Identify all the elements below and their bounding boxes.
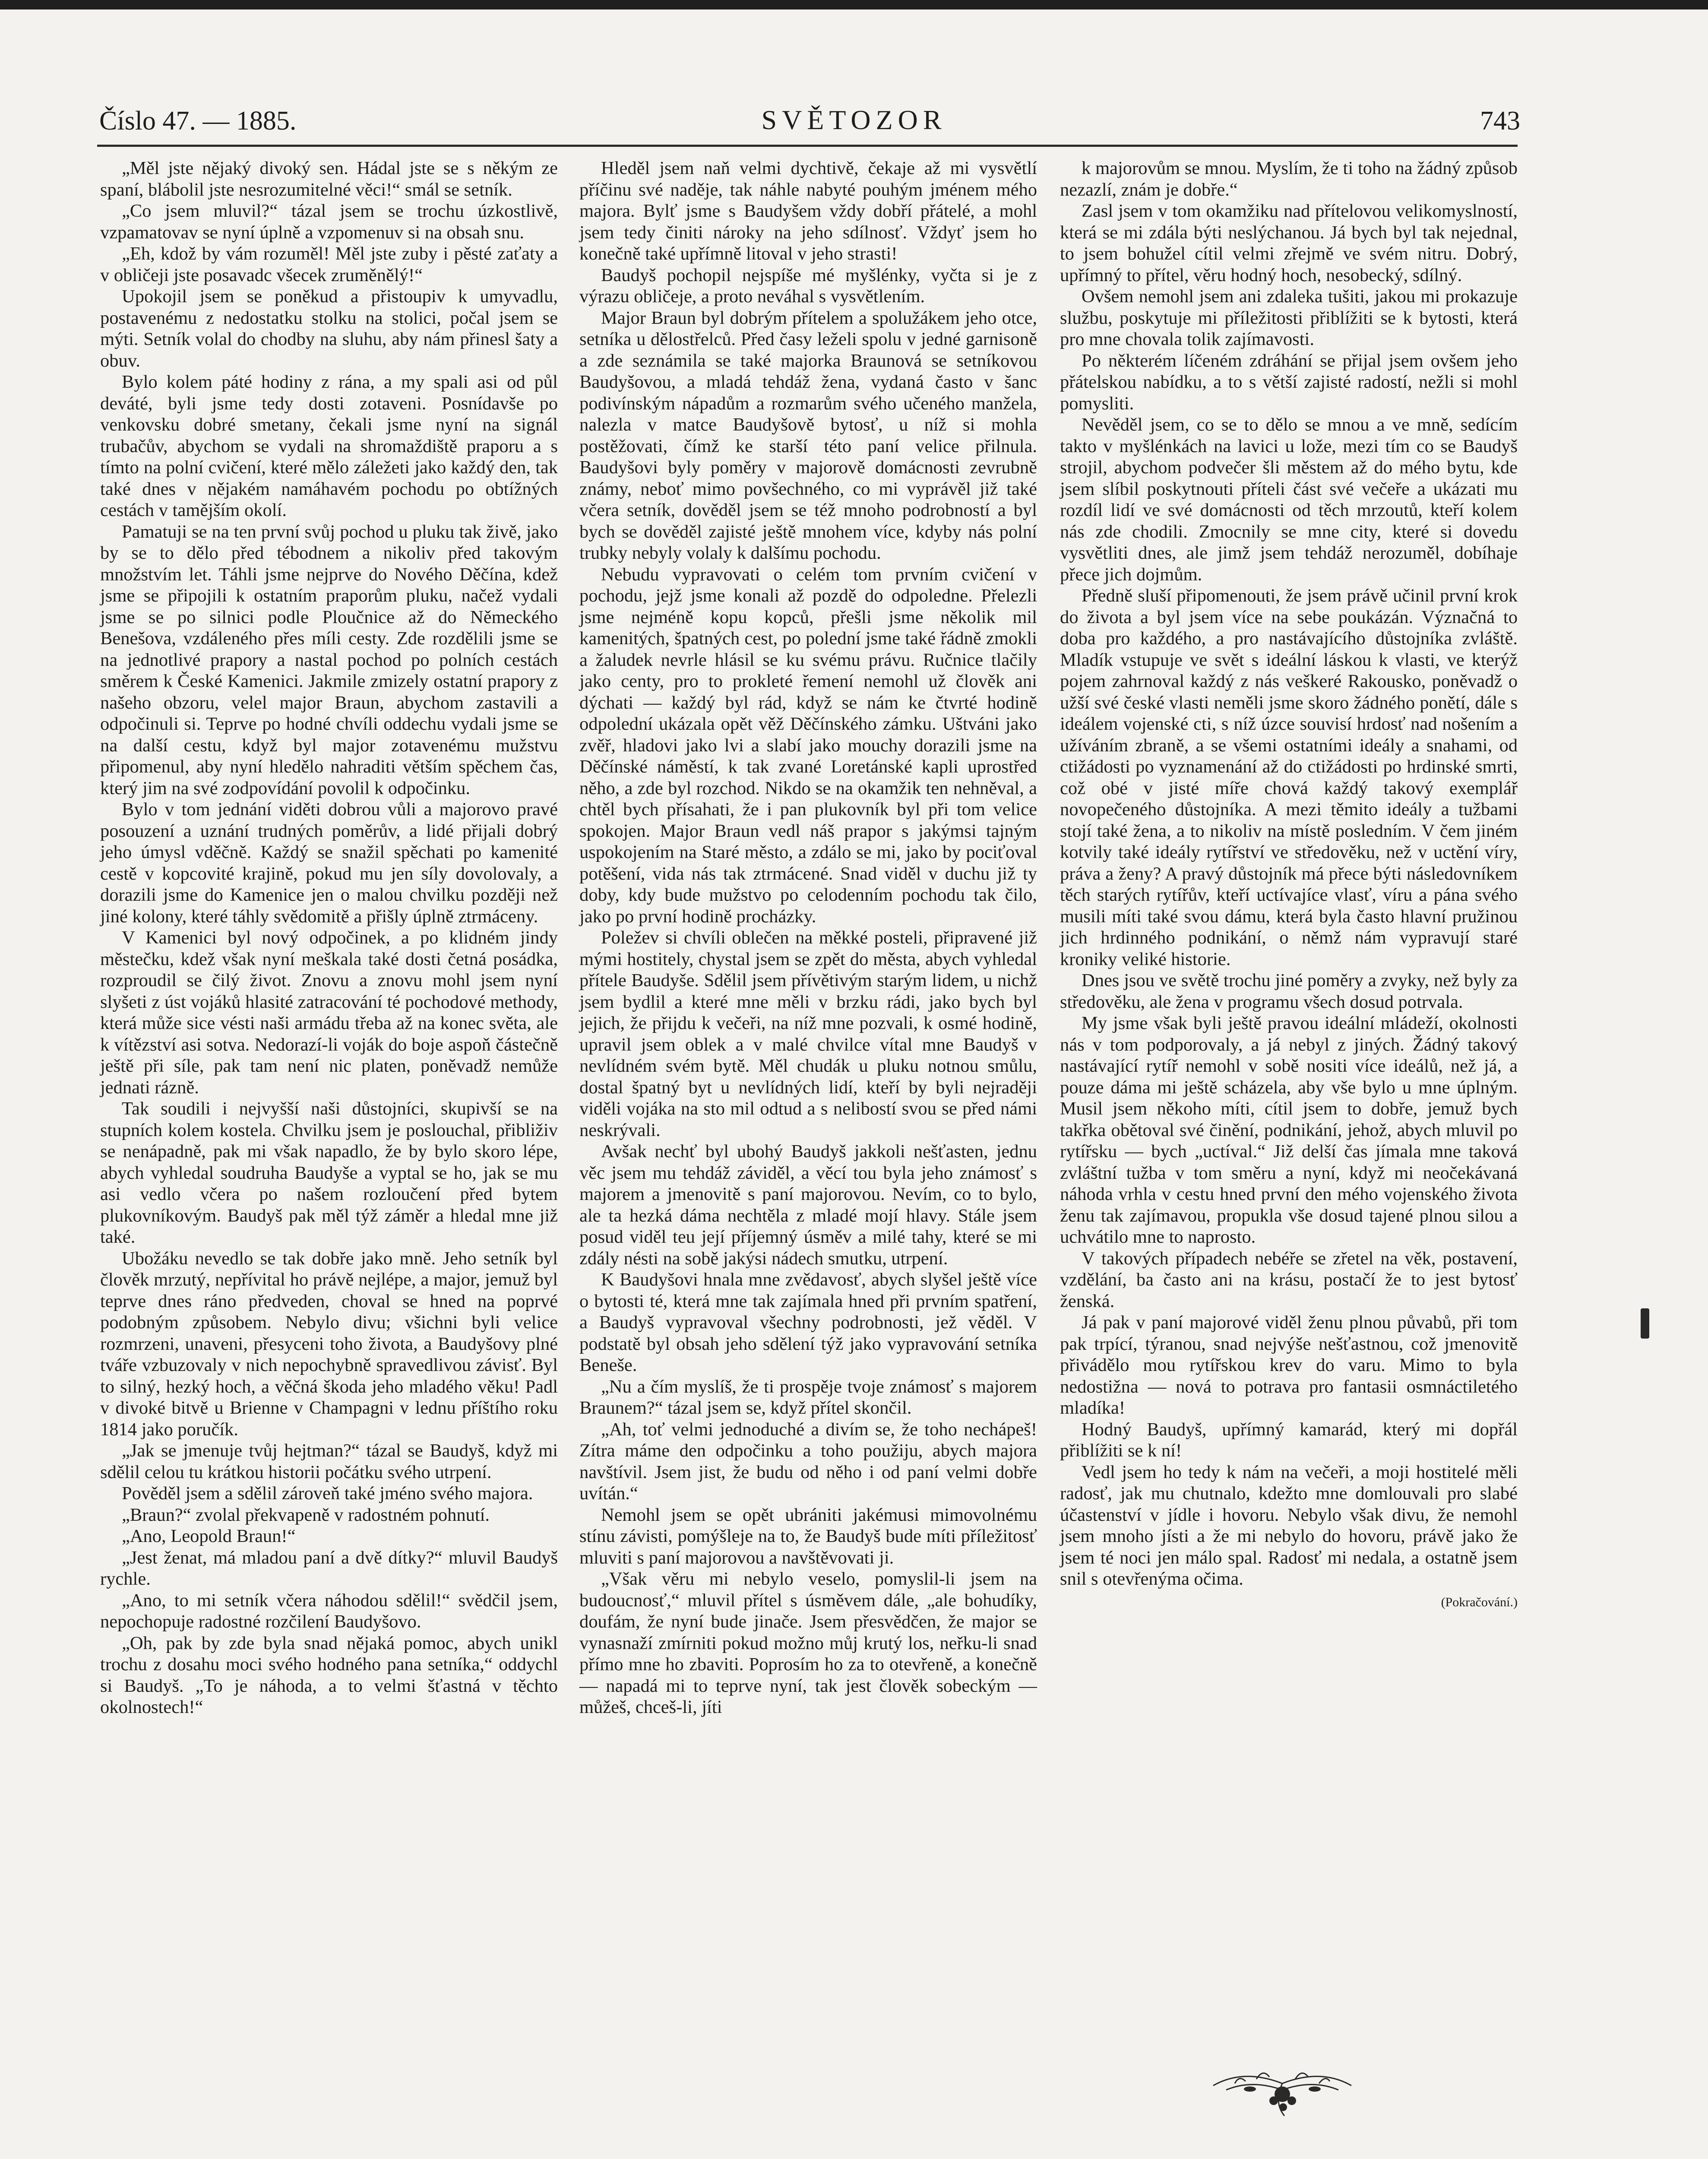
page-number: 743 — [1480, 106, 1520, 136]
paragraph: Avšak nechť byl ubohý Baudyš jakkoli nešťasten, jednu věc jsem mu tehdáž záviděl, a věcí tou byla jeho známosť s majorem a jmenovitě s paní majorovou. Nevím, co to bylo, ale ta hezká dáma nechtěla z mladé mojí hlavy. Stále jsem posud viděl teu její příjemný úsměv a milé tahy, které se mi zdály nésti na sobě jakýsi nádech smutku, utrpení. — [579, 1141, 1037, 1269]
paragraph: Baudyš pochopil nejspíše mé myšlénky, vyčta si je z výrazu obličeje, a proto neváhal s vysvětlením. — [579, 265, 1037, 307]
paragraph: Nebudu vypravovati o celém tom prvním cvičení v pochodu, jejž jsme konali až pozdě do odpoledne. Přelezli jsme nejméně kopu kopců, přešli jsme několik mil kamenitých, špatných cest, po polední jsme také řádně zmokli a žaludek nevrle hlásil se ku svému právu. Ručnice tlačily jako centy, pro to prokleté řemení nemohl už člověk ani dýchati — každý byl rád, když se nám ke čtvrté hodině odpolední ukázala opět věž Děčínského zámku. Uštváni jako zvěř, hladovi jako lvi a slabí jako mouchy dorazili jsme na Děčínské náměstí, k tak zvané Loretánské kapli uprostřed něho, a zde byl rozchod. Nikdo se na okamžik ten nehněval, a chtěl bych přísahati, že i pan plukovník byl při tom velice spokojen. Major Braun vedl náš prapor s jakýmsi tajným uspokojením na Staré město, a zdálo se mi, jako by pociťoval potěšení, vida nás tak ztrmácené. Snad viděl v duchu již ty doby, kdy bude mužstvo po celodenním pochodu tak čilo, jako po první hodině procházky. — [579, 564, 1037, 927]
continuation-note: (Pokračování.) — [1441, 1595, 1518, 1609]
paragraph: „Ano, Leopold Braun!“ — [122, 1526, 296, 1546]
paragraph: „Ah, toť velmi jednoduché a divím se, že toho nechápeš! Zítra máme den odpočinku a toho použiju, abych majora navštívil. Jsem jist, že budu od něho i od paní velmi dobře uvítán.“ — [579, 1419, 1037, 1504]
paragraph: „Eh, kdož by vám rozuměl! Měl jste zuby i pěsté zaťaty a v obličeji jste posavadc všecek zruměnělý!“ — [100, 244, 558, 285]
paragraph: „Jak se jmenuje tvůj hejtman?“ tázal se Baudyš, když mi sdělil celou tu krátkou historii počátku svého utrpení. — [100, 1440, 558, 1482]
paragraph: Zasl jsem v tom okamžiku nad přítelovou velikomyslností, která se mi zdála býti neslýchanou. Já bych byl tak nejednal, to jsem bohužel cítil velmi zřejmě ve svém nitru. Dobrý, upřímný to přítel, věru hodný hoch, nesobecký, sdílný. — [1060, 201, 1518, 285]
paragraph: Major Braun byl dobrým přítelem a spolužákem jeho otce, setníka u dělostřelců. Před časy leželi spolu v jedné garnisoně a zde seznámila se také majorka Braunová se setníkovou Baudyšovou, a mladá tehdáž žena, vydaná často v šanc podivínským nápadům a rozmarům svého učeného manžela, nalezla v matce Baudyšově bytosť, u níž si mohla postěžovati, čímž ke starší této paní velice přilnula. Baudyšovi byly poměry v majorově domácnosti zevrubně známy, neboť mimo povšechného, co mi vyprávěl již také včera setník, dověděl jsem se též mnoho podrobností a byl bych se dověděl zajisté ještě mnohem více, kdyby nás polní trubky nebyly volaly k dalšímu pochodu. — [579, 307, 1037, 563]
header-rule — [97, 145, 1518, 149]
paragraph: „Oh, pak by zde byla snad nějaká pomoc, abych unikl trochu z dosahu moci svého hodného pana setníka,“ oddychl si Baudyš. „To je náhoda, a to velmi šťastná v těchto okolnostech!“ — [100, 1633, 558, 1717]
magazine-title: SVĚTOZOR — [761, 104, 947, 135]
paragraph: V Kamenici byl nový odpočinek, a po klidném jindy městečku, kdež však nyní meškala také dosti četná posádka, rozproudil se čilý život. Znovu a znovu mohl jsem nyní slyšeti z úst vojáků hlasité zatracování té pochodové methody, která může sice vésti naši armádu třeba až na konec světa, ale k vítězství asi sotva. Nedorazí-li voják do boje aspoň částečně ještě při síle, pak tam není nic platen, poněvadž nemůže jednati rázně. — [100, 928, 558, 1098]
paragraph: Po některém líčeném zdráhání se přijal jsem ovšem jeho přátelskou nabídku, a to s větší zajisté radostí, nežli si mohl pomysliti. — [1060, 350, 1518, 414]
paragraph: k majorovům se mnou. Myslím, že ti toho na žádný způsob nezazlí, znám je dobře.“ — [1060, 158, 1518, 200]
paragraph: Poležev si chvíli oblečen na měkké posteli, připravené již mými hostitely, chystal jsem se zpět do města, abych vyhledal přítele Baudyše. Sdělil jsem přívětivým starým lidem, u nichž jsem bydlil a které mne měli v brzku rádi, jako bych byl jejich, že přijdu k večeři, na níž mne pozvali, k osmé hodině, upravil jsem oblek a v malé chvilce vítal mne Baudyš v nevlídném svém bytě. Měl chudák u pluku notnou smůlu, dostal špatný byt u nevlídných lidí, kteří by byli nejraději viděli vojáka na sto mil odtud a s nelibostí svou se před námi neskrývali. — [579, 928, 1037, 1140]
paragraph: Ubožáku nevedlo se tak dobře jako mně. Jeho setník byl člověk mrzutý, nepřívital ho právě nejlépe, a major, jemuž byl teprve dnes ráno předveden, choval se hned na poprvé podobným způsobem. Nebylo divu; všichni byli velice rozmrzeni, unaveni, přesyceni toho života, a Baudyšovy plné tváře vzbuzovaly v nich nepochybně spravedlivou závisť. Byl to silný, hezký hoch, a věčná škoda jeho mladého věku! Padl v divoké bitvě u Brienne v Champagni v lednu příštího roku 1814 jako poručík. — [100, 1248, 558, 1440]
paragraph: Tak soudili i nejvyšší naši důstojníci, skupivší se na stupních kolem kostela. Chvilku jsem je poslouchal, přibliživ se nenápadně, pak mi však napadlo, že by bylo skoro lépe, abych vyhledal soudruha Baudyše a vyptal se ho, jak se mu asi vedlo včera po našem rozloučení před bytem plukovníkovým. Baudyš pak měl týž záměr a hledal mne již také. — [100, 1098, 558, 1247]
paragraph: „Co jsem mluvil?“ tázal jsem se trochu úzkostlivě, vzpamatovav se nyní úplně a vzpomenuv si na obsah snu. — [100, 201, 558, 243]
page-header — [0, 106, 1708, 145]
paragraph: Pamatuji se na ten první svůj pochod u pluku tak živě, jako by se to dělo před tébodnem a nikoliv před takovým množstvím let. Táhli jsme nejprve do Nového Děčína, kdež jsme se připojili k ostatním praporům pluku, načež vydali jsme se po silnici podle Ploučnice až do Německého Benešova, vzdáleného přes míli cesty. Zde rozdělili jsme se na jednotlivé prapory a nastal pochod po polních cestách směrem k České Kamenici. Jakmile zmizely ostatní prapory z našeho obzoru, velel major Braun, abychom zastavili a odpočinuli si. Teprve po hodné chvíli oddechu vydali jsme se na další cestu, když byl major zotavenému mužstvu připomenul, aby nyní hledělo nahraditi větším spěchem čas, který jim na své zodpovídání povolil k odpočinku. — [100, 521, 558, 798]
scan-top-edge — [0, 0, 1708, 9]
paragraph: Já pak v paní majorové viděl ženu plnou půvabů, při tom pak trpící, týranou, snad nejvýše nešťastnou, což jmenovitě přivádělo mou rytířskou krev do varu. Mimo to byla nedostižna — nová to potrava pro fantasii osmnáctiletého mladíka! — [1060, 1312, 1518, 1418]
paragraph: Pověděl jsem a sdělil zároveň také jméno svého majora. — [122, 1483, 533, 1504]
paragraph: V takových případech nebéře se zřetel na věk, postavení, vzdělání, ba často ani na krásu, postačí že to jest bytosť ženská. — [1060, 1248, 1518, 1311]
text-column-3 — [1060, 158, 1518, 1613]
paragraph: Hleděl jsem naň velmi dychtivě, čekaje až mi vysvětlí příčinu své naděje, tak náhle nabyté pouhým jménem mého majora. Bylť jsme s Baudyšem vždy dobří přátelé, a mohl jsem tedy činiti nároky na jeho sdílnosť. Vždyť jsem ho konečně také upřímně litoval v jeho strasti! — [579, 158, 1037, 264]
scan-edge-mark — [1641, 1308, 1649, 1339]
paragraph: Upokojil jsem se poněkud a přistoupiv k umyvadlu, postavenému z nedostatku stolku na stolici, počal jsem se mýti. Setník volal do chodby na sluhu, aby nám přinesl šaty a obuv. — [100, 286, 558, 371]
paragraph: „Braun?“ zvolal překvapeně v radostném pohnutí. — [122, 1504, 490, 1525]
paragraph: Vedl jsem ho tedy k nám na večeři, a moji hostitelé měli radosť, jak mu chutnalo, kdežto mne domlouvali pro slabé účastenství v jídle i hovoru. Nebylo však divu, že nemohl jsem mnoho jísti a že mi nebylo do hovoru, právě jako že jsem té noci jen málo spal. Radosť mi nedala, a ostatně jsem snil s otevřenýma očima. — [1060, 1462, 1518, 1589]
paragraph: Nevěděl jsem, co se to dělo se mnou a ve mně, sedícím takto v myšlénkách na lavici u lože, mezi tím co se Baudyš strojil, abychom podvečer šli městem až do mého bytu, kde jsem slíbil poskytnouti příteli část své večeře a ukázati mu rozdíl lidí ve své domácnosti od těch mrzoutů, kteří kolem nás zde chodili. Zmocnily se mne city, které si dovedu vysvětliti dnes, ale jimž jsem tehdáž nerozuměl, dobíhaje přece jich dojmům. — [1060, 415, 1518, 585]
paragraph: Bylo kolem páté hodiny z rána, a my spali asi od půl deváté, byli jsme tedy dosti zotaveni. Posnídavše po venkovsku dobré smetany, čekali jsme nyní na signál trubačův, abychom se vydali na shromaždiště praporu a s tímto na polní cvičení, které mělo záležeti jako každý den, tak také dnes v nějakém namáhavém pochodu po obtížných cestách v tamějším okolí. — [100, 372, 558, 520]
paragraph: „Měl jste nějaký divoký sen. Hádal jste se s někým ze spaní, blábolil jste nesrozumitelné věci!“ smál se setník. — [100, 158, 558, 200]
paragraph: Hodný Baudyš, upřímný kamarád, který mi dopřál přiblížiti se k ní! — [1060, 1419, 1518, 1461]
paragraph: K Baudyšovi hnala mne zvědavosť, abych slyšel ještě více o bytosti té, která mne tak zajímala hned při prvním spatření, a Baudyš vypravoval všechny podrobnosti, jež věděl. V podstatě byl obsah jeho sdělení týž jako vypravování setníka Beneše. — [579, 1269, 1037, 1375]
paragraph: Bylo v tom jednání viděti dobrou vůli a majorovo pravé posouzení a uznání trudných poměrův, a lidé přijali dobrý jeho úmysl vděčně. Každý se snažil spěchati po kamenité cestě v kopcovité krajině, pokud mu jen síly dovolovaly, a dorazili jsme do Kamenice jen o malou chvilku později než jiné kolony, které táhly svědomitě a přišly úplně ztrmáceny. — [100, 799, 558, 927]
paragraph: Nemohl jsem se opět ubrániti jakémusi mimovolnému stínu závisti, pomýšleje na to, že Baudyš bude míti příležitosť mluviti s paní majorovou a navštěvovati ji. — [579, 1504, 1037, 1568]
floral-vignette-icon — [1209, 2060, 1356, 2120]
paragraph: Ovšem nemohl jsem ani zdaleka tušiti, jakou mi prokazuje službu, poskytuje mi příležitosti přiblížiti se k bytosti, která pro mne chovala tolik zajímavosti. — [1060, 286, 1518, 349]
paragraph: Dnes jsou ve světě trochu jiné poměry a zvyky, než byly za středověku, ale žena v programu všech dosud potrvala. — [1060, 970, 1518, 1012]
paragraph: Předně sluší připomenouti, že jsem právě učinil první krok do života a byl jsem více na sebe poukázán. Význačná to doba pro každého, a pro nastávajícího důstojníka zvláště. Mladík vstupuje ve svět s ideální láskou k vlasti, ve kterýž pojem zahrnoval každý z nás veškeré Rakousko, poněvadž o užší své české vlasti neměli jsme skoro žádného ponětí, dále s ideálem vojenské cti, s níž úzce souvisí hrdosť nad nošením a užíváním zbraně, a se všemi ostatními ideály a snahami, od ctižádosti po vyznamenání až do ctižádosti po hrdinské smrti, což obé v jisté míře chová každý takový exemplář novopečeného důstojníka. A mezi těmito ideály a tužbami stojí také žena, a to nikoliv na místě posledním. V čem jiném kotvily také ideály rytířství ve středověku, než v uctění víry, práva a ženy? A pravý důstojník má přece býti následovníkem těch starých rytířův, kteří uctívajíce vlasť, víru a pána svého musili míti také svou dámu, která byla často hlavní pružinou jich hrdinného podnikání, o němž nám vypravují staré kroniky veliké historie. — [1060, 586, 1518, 969]
text-column-2 — [579, 158, 1037, 1718]
paragraph: „Jest ženat, má mladou paní a dvě dítky?“ mluvil Baudyš rychle. — [100, 1547, 558, 1589]
issue-number: Číslo 47. — 1885. — [99, 106, 297, 136]
paragraph: „Však věru mi nebylo veselo, pomyslil-li jsem na budoucnosť,“ mluvil přítel s úsměvem dále, „ale bohudíky, doufám, že nyní bude jinače. Jsem přesvědčen, že major se vynasnaží zmírniti pokud možno můj krutý los, neřku-li snad přímo mne ho zbaviti. Poprosím ho za to otevřeně, a konečně — napadá mi to teprve nyní, tak jest člověk sobeckým — můžeš, chceš-li, jíti — [579, 1569, 1037, 1717]
text-column-1 — [100, 158, 558, 1718]
paragraph: My jsme však byli ještě pravou ideální mládeží, okolnosti nás v tom podporovaly, a já nebyl z jiných. Žádný takový nastávající rytíř nemohl v sobě nositi více ideálů, než já, a pouze dáma mi ještě scházela, aby vše bylo u mne úplným. Musil jsem někoho míti, cítil jsem to dobře, jemuž bych takřka obětoval své činění, podnikání, jehož, abych mluvil po rytířsku — bych „uctíval.“ Již delší čas jímala mne taková zvláštní tužba v tom směru a nyní, když mi neočekávaná náhoda vrhla v cestu hned první den mého vojenského života ženu tak zajímavou, propukla vše dosud tajené plnou silou a uchvátilo mne to naprosto. — [1060, 1013, 1518, 1247]
paragraph: „Nu a čím myslíš, že ti prospěje tvoje známosť s majorem Braunem?“ tázal jsem se, když přítel skončil. — [579, 1376, 1037, 1418]
paragraph: „Ano, to mi setník včera náhodou sdělil!“ svědčil jsem, nepochopuje radostné rozčilení Baudyšovo. — [100, 1590, 558, 1632]
